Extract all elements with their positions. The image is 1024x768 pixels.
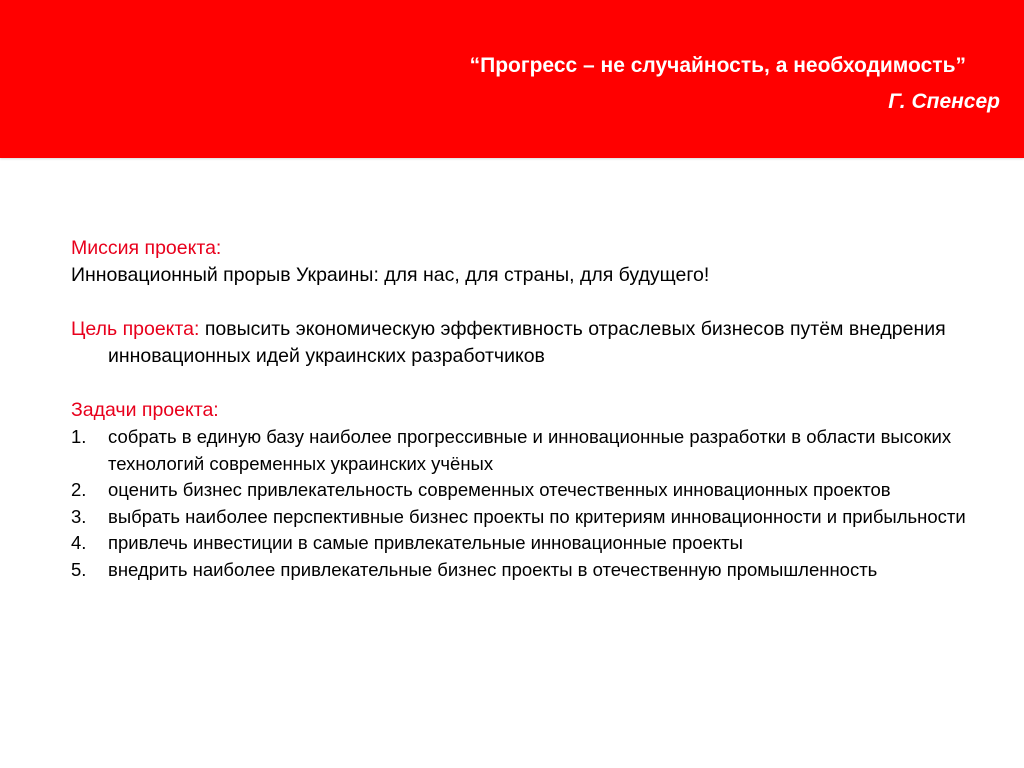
header-quote: “Прогресс – не случайность, а необходимость” [469, 54, 966, 77]
spacer [71, 289, 1001, 316]
goal-heading: Цель проекта: [71, 318, 200, 340]
mission-heading: Миссия проекта: [71, 237, 222, 259]
header-band [0, 0, 1024, 158]
slide-content [71, 235, 1001, 583]
list-item-number: 4. [71, 532, 87, 553]
list-item-number: 3. [71, 505, 87, 527]
goal-paragraph [71, 316, 1008, 370]
mission-text: Инновационный прорыв Украины: для нас, для страны, для будущего! [71, 264, 710, 286]
list-item [71, 504, 988, 531]
list-item [71, 530, 988, 557]
tasks-list [71, 424, 1001, 583]
quote-author: Г. Спенсер [888, 90, 1000, 113]
list-item-number: 2. [71, 479, 87, 500]
list-item-text: привлечь инвестиции в самые привлекательные инновационные проекты [108, 532, 743, 553]
tasks-heading: Задачи проекта: [71, 399, 219, 421]
list-item [71, 557, 988, 584]
goal-text: повысить экономическую эффективность отраслевых бизнесов путём внедрения инновационных идей украинских разработчиков [108, 318, 946, 367]
list-item-text: собрать в единую базу наиболее прогрессивные и инновационные разработки в области высоких технологий современных украинских учёных [108, 426, 952, 474]
list-item-number: 5. [71, 558, 87, 580]
list-item [71, 477, 988, 504]
list-item [71, 424, 988, 477]
list-item-text: оценить бизнес привлекательность современных отечественных инновационных проектов [108, 479, 891, 500]
spacer [71, 370, 1001, 397]
list-item-text: выбрать наиболее перспективные бизнес проекты по критериям инновационности и прибыльности [108, 505, 966, 527]
list-item-text: внедрить наиболее привлекательные бизнес проекты в отечественную промышленность [108, 558, 878, 580]
list-item-number: 1. [71, 426, 87, 447]
